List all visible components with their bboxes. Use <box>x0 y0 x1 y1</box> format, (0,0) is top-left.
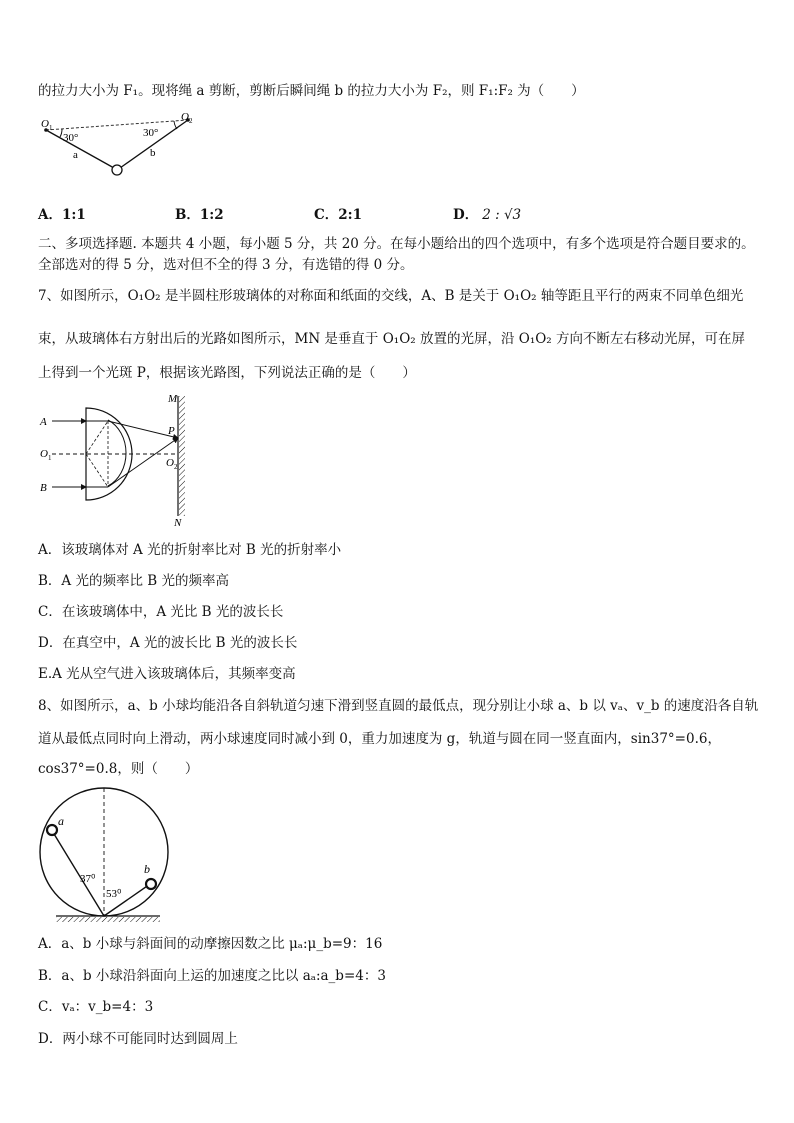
q7-optics-figure <box>38 390 198 530</box>
q8-option-a: A．a、b 小球与斜面间的动摩擦因数之比 μₐ:μ_b=9：16 <box>38 936 383 952</box>
q8-angle-37: 37⁰ <box>80 873 96 885</box>
q6-dashed-line <box>46 120 188 130</box>
svg-text:1: 1 <box>49 124 53 132</box>
q7-label-b: B <box>40 482 47 494</box>
q7-label-p: P <box>168 425 175 437</box>
q6-label-o1: O <box>41 118 49 130</box>
q8-ball-a <box>47 825 57 835</box>
q6-option-a: A．1:1 <box>38 207 86 223</box>
svg-text:1: 1 <box>48 454 52 462</box>
q7-option-c: C．在该玻璃体中，A 光比 B 光的波长长 <box>38 604 284 620</box>
q6-option-d: D． 2 : √3 <box>453 207 522 223</box>
q7-stem-line2: 束，从玻璃体右方射出后的光路如图所示，MN 是垂直于 O₁O₂ 放置的光屏，沿 O₁O₂ 方向不断左右移动光屏，可在屏 <box>38 331 746 347</box>
q8-stem-line2: 道从最低点同时向上滑动，两小球速度同时减小到 0，重力加速度为 g，轨道与圆在同一竖直面内，sin37°=0.6， <box>38 731 721 747</box>
q7-stem-line3: 上得到一个光斑 P，根据该光路图，下列说法正确的是（ ） <box>38 365 416 381</box>
q8-option-d: D．两小球不可能同时达到圆周上 <box>38 1031 238 1047</box>
q7-label-o2: O <box>166 457 174 469</box>
q7-stem-line1: 7、如图所示，O₁O₂ 是半圆柱形玻璃体的对称面和纸面的交线，A、B 是关于 O₁O₂ 轴等距且平行的两束不同单色细光 <box>38 288 744 304</box>
q6-option-b: B．1:2 <box>175 207 224 223</box>
q6-label-o2: O <box>181 112 189 123</box>
q8-circle-figure <box>38 782 178 924</box>
q8-option-b: B．a、b 小球沿斜面向上运的加速度之比以 aₐ:a_b=4：3 <box>38 968 386 984</box>
q6-option-c: C．2:1 <box>314 207 363 223</box>
q8-option-c: C．vₐ：v_b=4：3 <box>38 999 154 1015</box>
q8-angle-53: 53⁰ <box>106 888 122 900</box>
q6-rope-a-label: a <box>73 149 78 161</box>
section2-line2: 全部选对的得 5 分，选对但不全的得 3 分，有选错的得 0 分。 <box>38 257 414 273</box>
section2-line1: 二、多项选择题. 本题共 4 小题，每小题 5 分，共 20 分。在每小题给出的四个选项中，有多个选项是符合题目要求的。 <box>38 236 755 252</box>
q6-rope-b-label: b <box>150 147 156 159</box>
q6-rope-figure <box>38 112 208 178</box>
q7-label-n: N <box>174 517 182 529</box>
q7-label-o1: O <box>40 448 48 460</box>
q7-option-b: B．A 光的频率比 B 光的频率高 <box>38 573 229 589</box>
svg-text:2: 2 <box>189 117 193 125</box>
q8-label-a: a <box>58 814 64 828</box>
q8-track-a <box>51 829 104 916</box>
q8-ball-b <box>146 879 156 889</box>
q6-angle-right: 30° <box>143 127 159 139</box>
q7-option-d: D．在真空中，A 光的波长比 B 光的波长长 <box>38 635 298 651</box>
q7-label-m: M <box>168 393 178 405</box>
q7-option-a: A．该玻璃体对 A 光的折射率比对 B 光的折射率小 <box>38 542 342 558</box>
q8-stem-line1: 8、如图所示，a、b 小球均能沿各自斜轨道匀速下滑到竖直圆的最低点，现分别让小球 a、b 以 vₐ、v_b 的速度沿各自轨 <box>38 698 759 714</box>
svg-text:2: 2 <box>174 463 178 471</box>
q6-ball <box>112 165 122 175</box>
q6-rope-a <box>46 130 114 168</box>
q8-stem-line3: cos37°=0.8，则（ ） <box>38 761 199 777</box>
q7-option-e: E.A 光从空气进入该玻璃体后，其频率变高 <box>38 666 296 682</box>
q8-label-b: b <box>144 862 150 876</box>
q6-stem-tail: 的拉力大小为 F₁。现将绳 a 剪断，剪断后瞬间绳 b 的拉力大小为 F₂，则 F₁:F₂ 为（ ） <box>38 83 585 99</box>
q7-label-a: A <box>40 416 47 428</box>
q6-angle-left: 30° <box>63 132 79 144</box>
